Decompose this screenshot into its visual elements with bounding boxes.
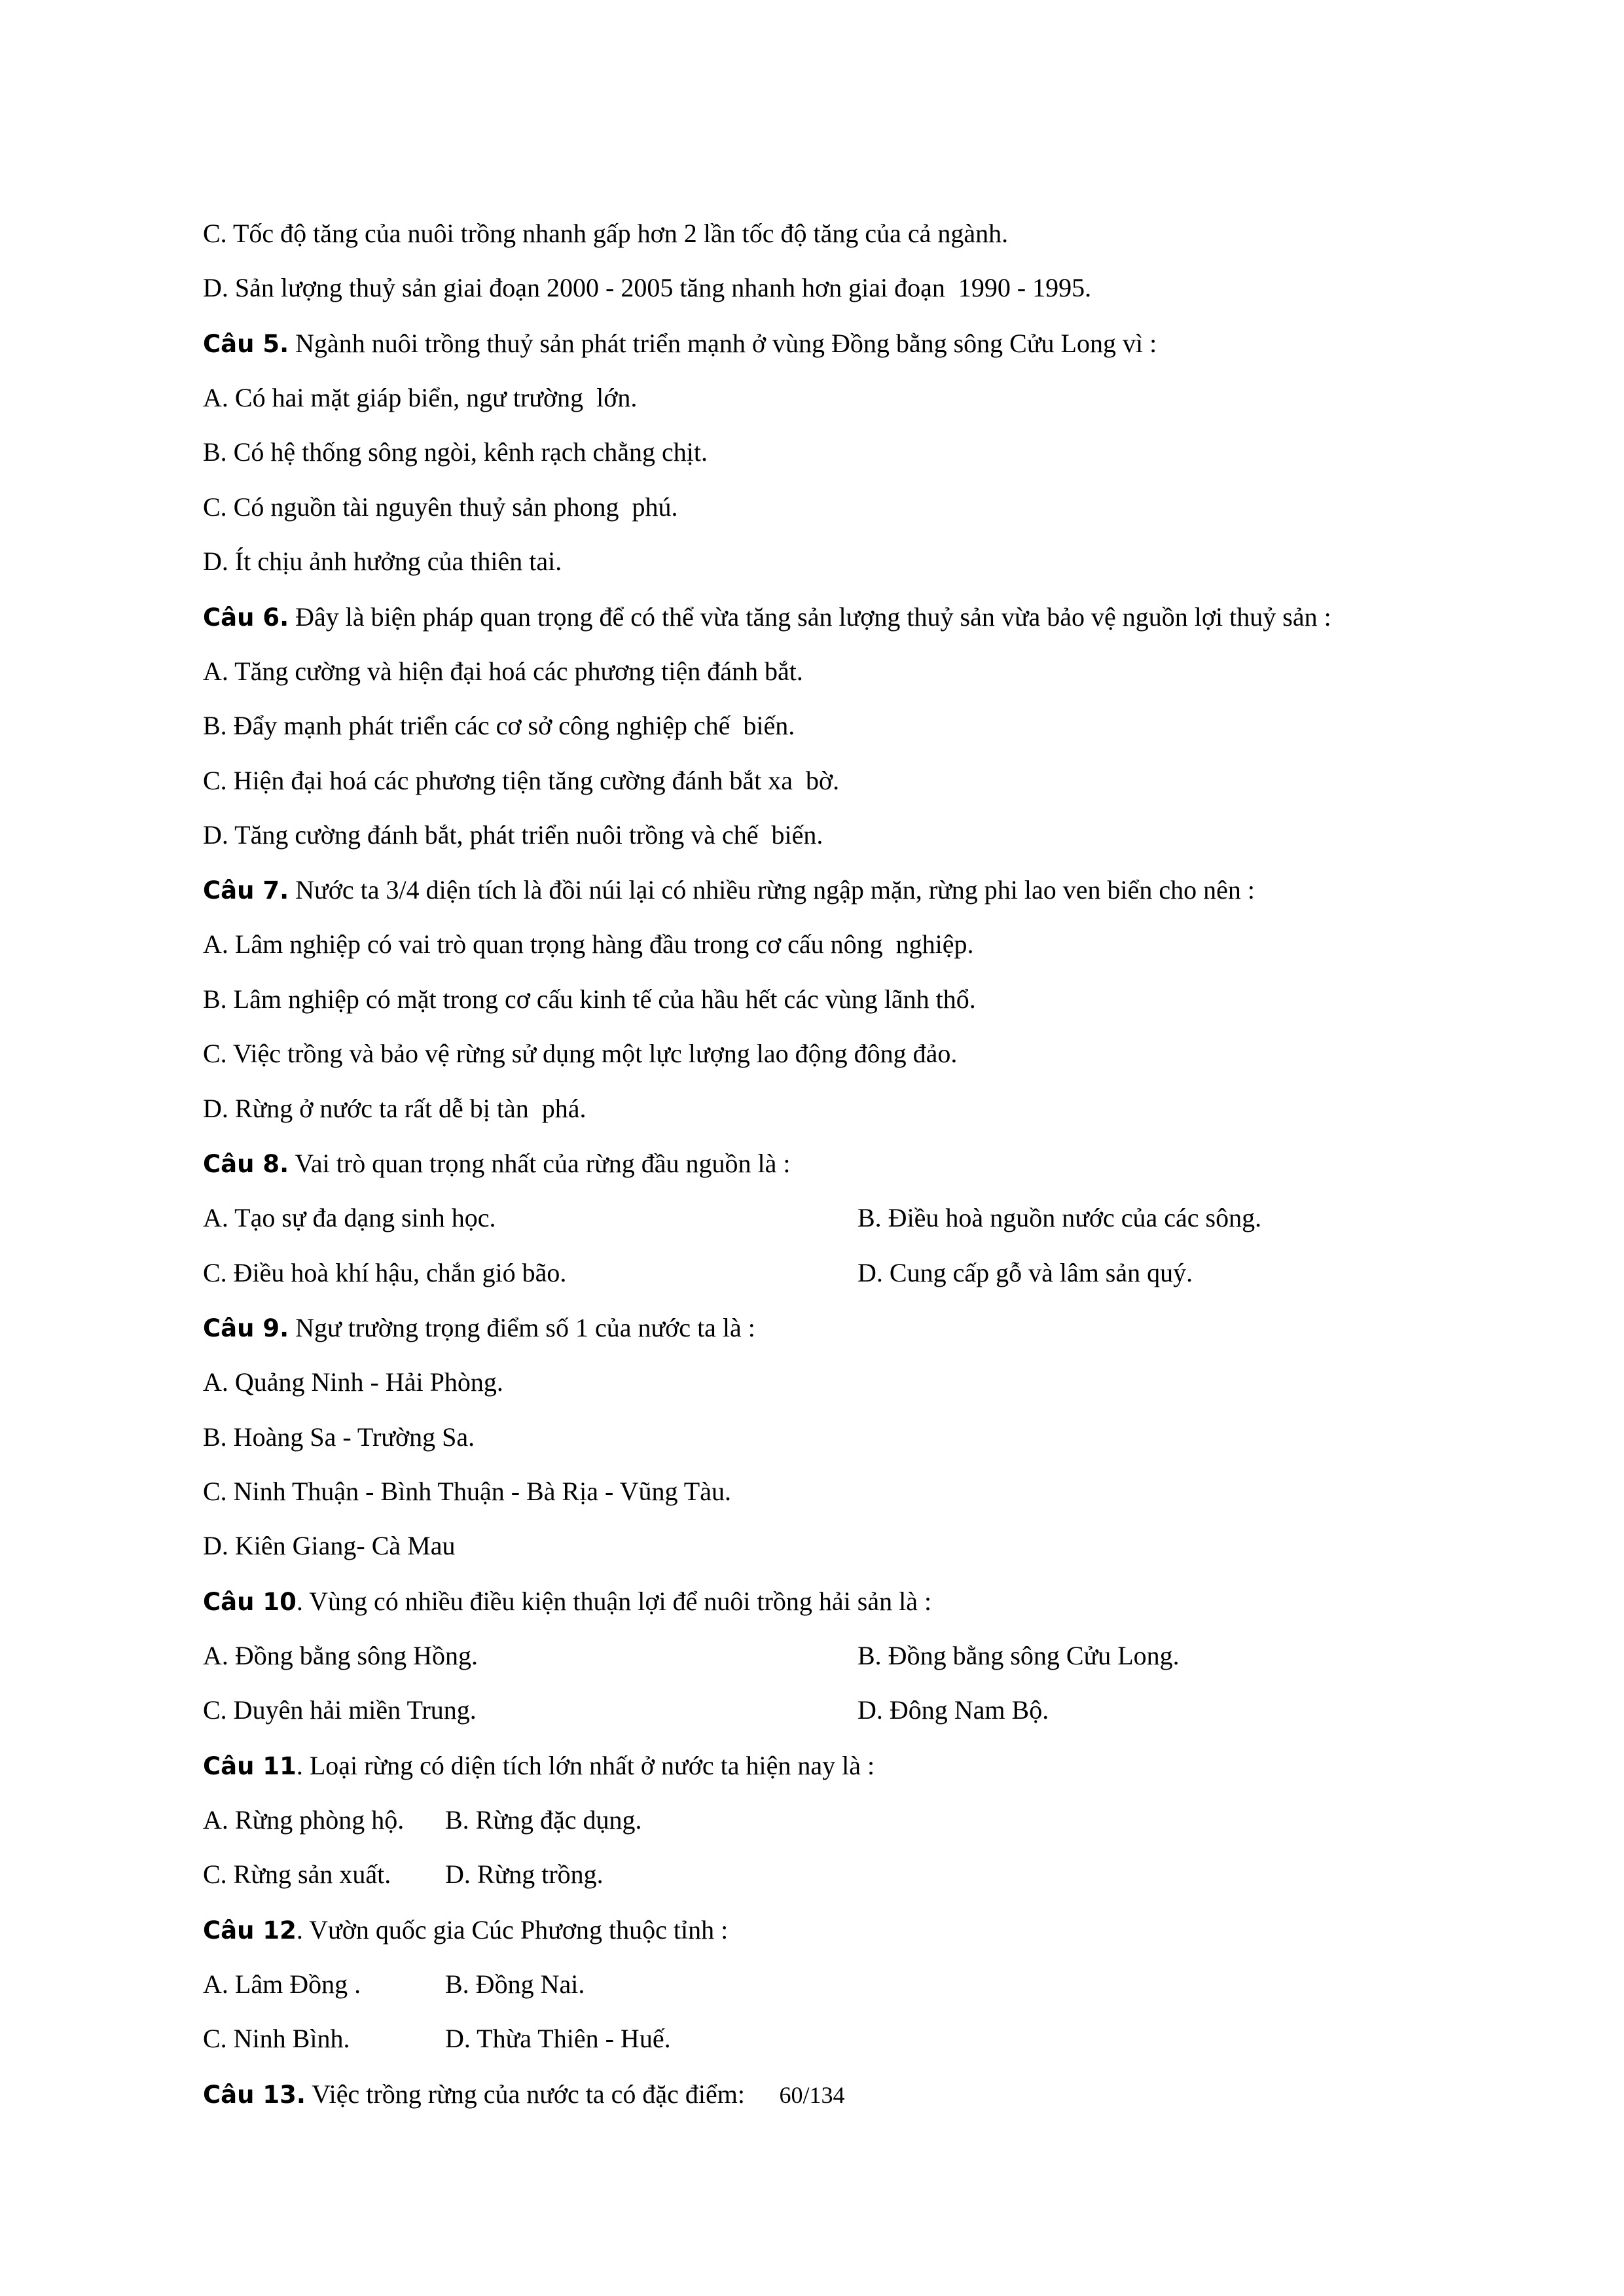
answer-option: C. Ninh Bình.	[203, 2024, 350, 2054]
answer-option: B. Có hệ thống sông ngòi, kênh rạch chằng chịt.	[203, 437, 708, 467]
answer-option: B. Đồng Nai.	[445, 1969, 585, 1999]
answer-option: D. Ít chịu ảnh hưởng của thiên tai.	[203, 547, 562, 577]
answer-option: B. Lâm nghiệp có mặt trong cơ cấu kinh tế của hầu hết các vùng lãnh thổ.	[203, 984, 976, 1014]
answer-option: C. Rừng sản xuất.	[203, 1859, 391, 1890]
answer-option: C. Điều hoà khí hậu, chắn gió bão.	[203, 1257, 567, 1287]
answer-row	[203, 1803, 1420, 1838]
answer-option: C. Việc trồng và bảo vệ rừng sử dụng một lực lượng lao động đông đảo.	[203, 1039, 958, 1069]
question-label: Câu 7.	[203, 876, 289, 905]
answer-option: C. Tốc độ tăng của nuôi trồng nhanh gấp hơn 2 lần tốc độ tăng của cả ngành.	[203, 219, 1009, 248]
question-text: Ngành nuôi trồng thuỷ sản phát triển mạnh ở vùng Đồng bằng sông Cửu Long vì :	[289, 328, 1157, 358]
answer-option: A. Tăng cường và hiện đại hoá các phương tiện đánh bắt.	[203, 656, 803, 686]
question-label: Câu 10	[203, 1587, 297, 1616]
answer-option: D. Sản lượng thuỷ sản giai đoạn 2000 - 2005 tăng nhanh hơn giai đoạn 1990 - 1995.	[203, 273, 1092, 303]
question-text: Việc trồng rừng của nước ta có đặc điểm:	[305, 2079, 746, 2109]
question-9	[203, 1310, 1420, 1346]
answer-row	[203, 1693, 1420, 1728]
answer-option: D. Tăng cường đánh bắt, phát triển nuôi trồng và chế biến.	[203, 819, 823, 850]
answer-option: C. Hiện đại hoá các phương tiện tăng cường đánh bắt xa bờ.	[203, 765, 840, 795]
answer-option: D. Cung cấp gỗ và lâm sản quý.	[857, 1257, 1193, 1287]
question-label: Câu 6.	[203, 603, 289, 632]
question-12	[203, 1912, 1420, 1948]
question-text: . Vườn quốc gia Cúc Phương thuộc tỉnh :	[296, 1914, 729, 1945]
answer-option: B. Điều hoà nguồn nước của các sông.	[857, 1203, 1262, 1233]
question-text: . Vùng có nhiều điều kiện thuận lợi để nuôi trồng hải sản là :	[296, 1586, 932, 1616]
question-5	[203, 325, 1420, 361]
answer-option: D. Đông Nam Bộ.	[857, 1695, 1049, 1725]
question-label: Câu 12	[203, 1916, 297, 1945]
answer-option: D. Thừa Thiên - Huế.	[445, 2024, 671, 2054]
question-text: Nước ta 3/4 diện tích là đồi núi lại có nhiều rừng ngập mặn, rừng phi lao ven biển cho nên :	[289, 875, 1255, 905]
question-label: Câu 5.	[203, 329, 289, 358]
question-10	[203, 1583, 1420, 1619]
answer-option: B. Đồng bằng sông Cửu Long.	[857, 1640, 1180, 1670]
answer-option: C. Ninh Thuận - Bình Thuận - Bà Rịa - Vũng Tàu.	[203, 1476, 731, 1506]
answer-option: B. Đẩy mạnh phát triển các cơ sở công nghiệp chế biến.	[203, 711, 795, 741]
answer-option: A. Lâm nghiệp có vai trò quan trọng hàng đầu trong cơ cấu nông nghiệp.	[203, 929, 974, 960]
answer-option: A. Có hai mặt giáp biển, ngư trường lớn.	[203, 382, 638, 412]
answer-option: B. Hoàng Sa - Trường Sa.	[203, 1422, 475, 1452]
answer-option: A. Lâm Đồng .	[203, 1969, 361, 1999]
question-text: Vai trò quan trọng nhất của rừng đầu nguồn là :	[289, 1149, 791, 1179]
question-label: Câu 11	[203, 1751, 297, 1780]
question-8	[203, 1145, 1420, 1181]
answer-row	[203, 1200, 1420, 1236]
question-text: Đây là biện pháp quan trọng để có thể vừa tăng sản lượng thuỷ sản vừa bảo vệ nguồn lợi thuỷ sản :	[289, 601, 1331, 632]
question-11	[203, 1748, 1420, 1784]
answer-row	[203, 1255, 1420, 1291]
question-label: Câu 13.	[203, 2080, 306, 2109]
page-number: 60/134	[779, 2082, 845, 2108]
answer-option: A. Tạo sự đa dạng sinh học.	[203, 1203, 496, 1233]
answer-option: A. Quảng Ninh - Hải Phòng.	[203, 1367, 503, 1397]
answer-option: C. Có nguồn tài nguyên thuỷ sản phong phú.	[203, 492, 678, 522]
question-label: Câu 9.	[203, 1314, 289, 1342]
question-6	[203, 599, 1420, 635]
answer-row	[203, 1857, 1420, 1892]
question-text: Ngư trường trọng điểm số 1 của nước ta là :	[289, 1313, 755, 1342]
question-text: . Loại rừng có diện tích lớn nhất ở nước ta hiện nay là :	[296, 1750, 875, 1780]
answer-option: D. Rừng trồng.	[445, 1859, 604, 1890]
question-label: Câu 8.	[203, 1150, 289, 1179]
answer-option: A. Đồng bằng sông Hồng.	[203, 1640, 478, 1670]
answer-option: B. Rừng đặc dụng.	[445, 1804, 642, 1835]
answer-row	[203, 1638, 1420, 1674]
answer-option: C. Duyên hải miền Trung.	[203, 1695, 477, 1725]
answer-option: D. Rừng ở nước ta rất dễ bị tàn phá.	[203, 1093, 586, 1123]
answer-row	[203, 1967, 1420, 2002]
question-7	[203, 872, 1420, 908]
answer-option: D. Kiên Giang- Cà Mau	[203, 1531, 456, 1561]
answer-option: A. Rừng phòng hộ.	[203, 1804, 405, 1835]
document-body	[203, 216, 1420, 2112]
answer-row	[203, 2021, 1420, 2056]
